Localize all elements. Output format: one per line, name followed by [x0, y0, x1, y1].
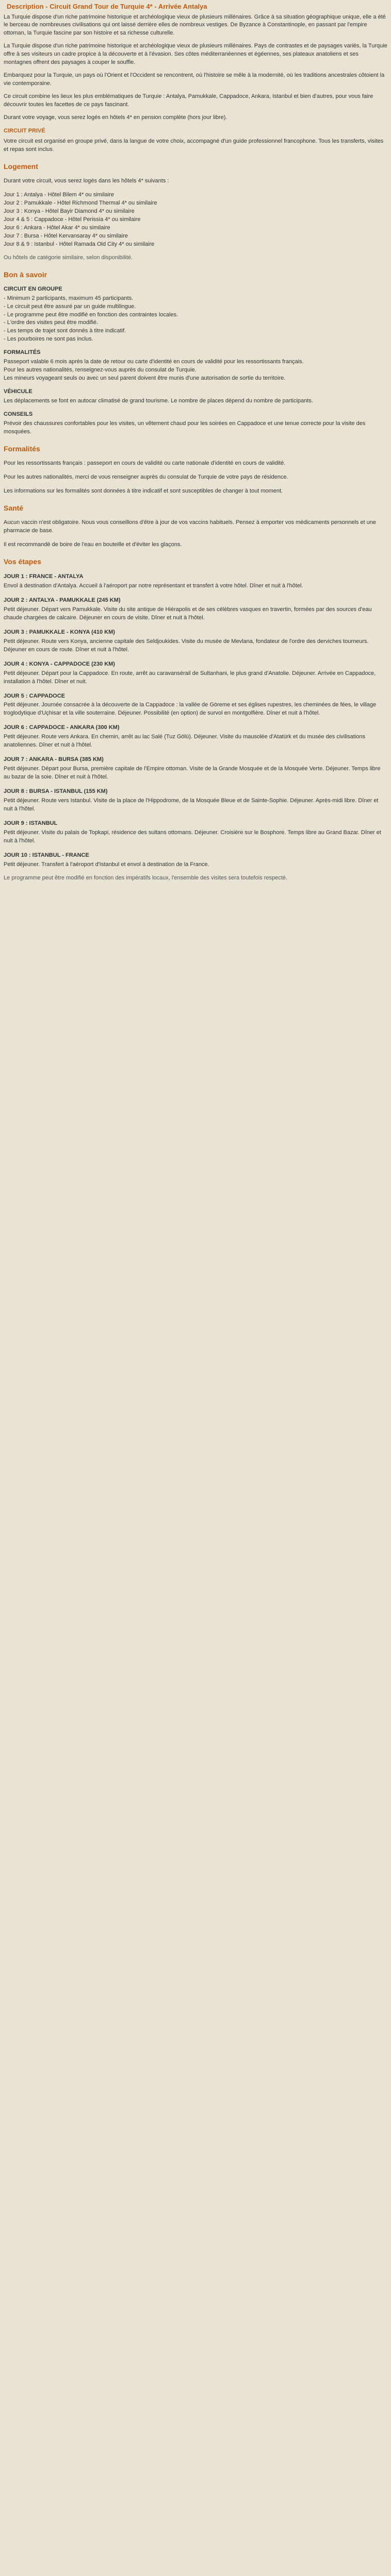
day-title: JOUR 3 : PAMUKKALE - KONYA (410 KM)	[4, 629, 115, 635]
day-text: Petit déjeuner. Départ pour Bursa, première capitale de l'Empire ottoman. Visite de la Grande Mosquée et de la Mosquée Verte. Déjeuner. Temps libre au bazar de la soie. Dîner et nuit à l'hôtel.	[4, 766, 381, 781]
formalites-heading: Formalités	[4, 444, 40, 453]
bon-a-savoir-line: - Les temps de trajet sont donnés à titre indicatif.	[4, 328, 126, 334]
intro-paragraph: La Turquie dispose d'un riche patrimoine historique et archéologique vieux de plusieurs millénaires. Pays de contrastes et de paysages variés, la Turquie offre à ses visiteurs un cadre propice à la découverte et à l'évasion. Ses côtes méditerranéennes et égéennes, ses plateaux anatoliens et ses montagnes offrent des paysages à couper le souffle.	[4, 43, 387, 66]
intro-paragraph: Embarquez pour la Turquie, un pays où l'Orient et l'Occident se rencontrent, où l'histoire se mêle à la modernité, où les traditions ancestrales côtoient la vie contemporaine.	[4, 72, 385, 87]
day-title: JOUR 7 : ANKARA - BURSA (385 KM)	[4, 756, 104, 763]
bon-a-savoir-section-title: VÉHICULE	[4, 388, 32, 395]
bon-a-savoir-line: Les mineurs voyageant seuls ou avec un seul parent doivent être munis d'une autorisation de sortie du territoire.	[4, 375, 286, 382]
formalites-paragraph: Pour les autres nationalités, merci de vous renseigner auprès du consulat de Turquie de votre pays de résidence.	[4, 473, 288, 480]
bon-a-savoir-line: - Le programme peut être modifié en fonction des contraintes locales.	[4, 311, 178, 318]
day-text: Petit déjeuner. Route vers Istanbul. Visite de la place de l'Hippodrome, de la Mosquée Bleue et de Sainte-Sophie. Déjeuner. Après-midi libre. Dîner et nuit à l'hôtel.	[4, 797, 379, 812]
logement-item: Jour 6 : Ankara - Hôtel Akar 4* ou similaire	[4, 224, 110, 231]
bon-a-savoir-sections	[4, 285, 387, 436]
day-text: Petit déjeuner. Route vers Konya, ancienne capitale des Seldjoukides. Visite du musée de Mevlana, fondateur de l'ordre des derviches tourneurs. Déjeuner en cours de route. Dîner et nuit à l'hôtel.	[4, 638, 369, 653]
bon-a-savoir-section-title: CONSEILS	[4, 411, 33, 417]
formalites-paragraph: Pour les ressortissants français : passeport en cours de validité ou carte nationale d'identité en cours de validité.	[4, 460, 286, 466]
intro-paragraph: La Turquie dispose d'un riche patrimoine historique et archéologique vieux de plusieurs millénaires. Grâce à sa situation géographique unique, elle a été le berceau de nombreuses civilisations qui ont laissé derrière elles de nombreux vestiges. De Byzance à Constantinople, en passant par l'empire ottoman, la Turquie fascine par son histoire et sa richesse culturelle.	[4, 13, 386, 37]
logement-item: Jour 2 : Pamukkale - Hôtel Richmond Thermal 4* ou similaire	[4, 199, 157, 206]
day-title: JOUR 8 : BURSA - ISTANBUL (155 KM)	[4, 788, 108, 794]
formalites-body	[4, 460, 387, 496]
day-text: Petit déjeuner. Départ vers Pamukkale. Visite du site antique de Hiérapolis et de ses célèbres vasques en travertin, formées par des sources d'eau chaude chargées de calcaire. Déjeuner en cours de visite. Dîner et nuit à l'hôtel.	[4, 606, 372, 621]
day-text: Petit déjeuner. Départ pour la Cappadoce. En route, arrêt au caravansérail de Sultanhani, le plus grand d'Anatolie. Déjeuner. Arrivée en Cappadoce, installation à l'hôtel. Dîner et nuit.	[4, 670, 376, 685]
logement-item: Jour 7 : Bursa - Hôtel Kervansaray 4* ou similaire	[4, 232, 128, 239]
day-title: JOUR 6 : CAPPADOCE - ANKARA (300 KM)	[4, 724, 120, 731]
footer-note: Le programme peut être modifié en fonction des impératifs locaux, l'ensemble des visites sera toutefois respecté.	[4, 875, 287, 882]
day-text: Petit déjeuner. Route vers Ankara. En chemin, arrêt au lac Salé (Tuz Gölü). Déjeuner. Visite du mausolée d'Atatürk et du musée des civilisations anatoliennes. Dîner et nuit à l'hôtel.	[4, 734, 365, 749]
logement-item: Jour 4 & 5 : Cappadoce - Hôtel Perissia 4* ou similaire	[4, 216, 141, 223]
day-title: JOUR 9 : ISTANBUL	[4, 820, 58, 826]
day-text: Petit déjeuner. Transfert à l'aéroport d'Istanbul et envol à destination de la France.	[4, 861, 209, 868]
formalites-paragraph: Les informations sur les formalités sont données à titre indicatif et sont susceptibles de changer à tout moment.	[4, 487, 283, 494]
bon-a-savoir-line: Prévoir des chaussures confortables pour les visites, un vêtement chaud pour les soirées en Cappadoce et une tenue correcte pour la visite des mosquées.	[4, 420, 366, 435]
day-title: JOUR 4 : KONYA - CAPPADOCE (230 KM)	[4, 660, 115, 667]
day-title: JOUR 1 : FRANCE - ANTALYA	[4, 573, 84, 580]
bon-a-savoir-line: - Minimum 2 participants, maximum 45 participants.	[4, 295, 134, 301]
bon-a-savoir-heading: Bon à savoir	[4, 270, 47, 279]
logement-item: Jour 3 : Konya - Hôtel Bayir Diamond 4* ou similaire	[4, 208, 135, 214]
bon-a-savoir-section-title: CIRCUIT EN GROUPE	[4, 285, 62, 292]
sante-paragraph: Aucun vaccin n'est obligatoire. Nous vous conseillons d'être à jour de vos vaccins habituels. Pensez à emporter vos médicaments personnels et une pharmacie de base.	[4, 519, 377, 534]
bon-a-savoir-line: - Les pourboires ne sont pas inclus.	[4, 336, 93, 343]
logement-note: Ou hôtels de catégorie similaire, selon disponibilité.	[4, 255, 133, 261]
page-title: Description - Circuit Grand Tour de Turquie 4* - Arrivée Antalya	[7, 3, 207, 10]
logement-list	[4, 191, 387, 249]
day-text: Petit déjeuner. Visite du palais de Topkapi, résidence des sultans ottomans. Déjeuner. Croisière sur le Bosphore. Temps libre au Grand Bazar. Dîner et nuit à l'hôtel.	[4, 829, 381, 844]
page	[0, 0, 391, 894]
day-text: Envol à destination d'Antalya. Accueil à l'aéroport par notre représentant et transfert à votre hôtel. Dîner et nuit à l'hôtel.	[4, 583, 303, 589]
day-text: Petit déjeuner. Journée consacrée à la découverte de la Cappadoce : la vallée de Göreme et ses églises rupestres, les cheminées de fées, le village troglodytique d'Uçhisar et la ville souterraine. Déjeuner. Possibilité (en option) de survol en montgolfière. Dîner et nuit à l'hôtel.	[4, 702, 377, 717]
intro-paragraph: Ce circuit combine les lieux les plus emblématiques de Turquie : Antalya, Pamukkale, Cappadoce, Ankara, Istanbul et bien d'autres, pour vous faire découvrir toutes les facettes de ce pays fascinant.	[4, 93, 373, 108]
day-title: JOUR 2 : ANTALYA - PAMUKKALE (245 KM)	[4, 597, 121, 604]
sante-heading: Santé	[4, 503, 24, 512]
sante-paragraph: Il est recommandé de boire de l'eau en bouteille et d'éviter les glaçons.	[4, 541, 182, 548]
day-title: JOUR 5 : CAPPADOCE	[4, 692, 65, 699]
bon-a-savoir-line: Pour les autres nationalités, renseignez-vous auprès du consulat de Turquie.	[4, 367, 197, 374]
logement-intro: Durant votre circuit, vous serez logés dans les hôtels 4* suivants :	[4, 177, 169, 184]
bon-a-savoir-line: Passeport valable 6 mois après la date de retour ou carte d'identité en cours de validité pour les ressortissants français.	[4, 359, 304, 365]
bon-a-savoir-section-title: FORMALITÉS	[4, 349, 41, 356]
circuit-text: Votre circuit est organisé en groupe privé, dans la langue de votre choix, accompagné d'un guide professionnel francophone. Tous les transferts, visites et repas sont inclus.	[4, 138, 384, 152]
programme-heading: Vos étapes	[4, 557, 41, 566]
sante-body	[4, 519, 387, 549]
intro-paragraph: Durant votre voyage, vous serez logés en hôtels 4* en pension complète (hors jour libre).	[4, 114, 227, 121]
bon-a-savoir-line: Les déplacements se font en autocar climatisé de grand tourisme. Le nombre de places dépend du nombre de participants.	[4, 397, 313, 404]
programme-days	[4, 573, 387, 869]
bon-a-savoir-line: - Le circuit peut être assuré par un guide multilingue.	[4, 303, 136, 310]
bon-a-savoir-line: - L'ordre des visites peut être modifié.	[4, 319, 99, 326]
intro	[4, 13, 387, 122]
day-title: JOUR 10 : ISTANBUL - FRANCE	[4, 852, 89, 858]
logement-item: Jour 1 : Antalya - Hôtel Bilem 4* ou similaire	[4, 191, 114, 198]
logement-heading: Logement	[4, 162, 38, 171]
circuit-heading: CIRCUIT PRIVÉ	[4, 127, 45, 134]
logement-item: Jour 8 & 9 : Istanbul - Hôtel Ramada Old City 4* ou similaire	[4, 241, 155, 247]
